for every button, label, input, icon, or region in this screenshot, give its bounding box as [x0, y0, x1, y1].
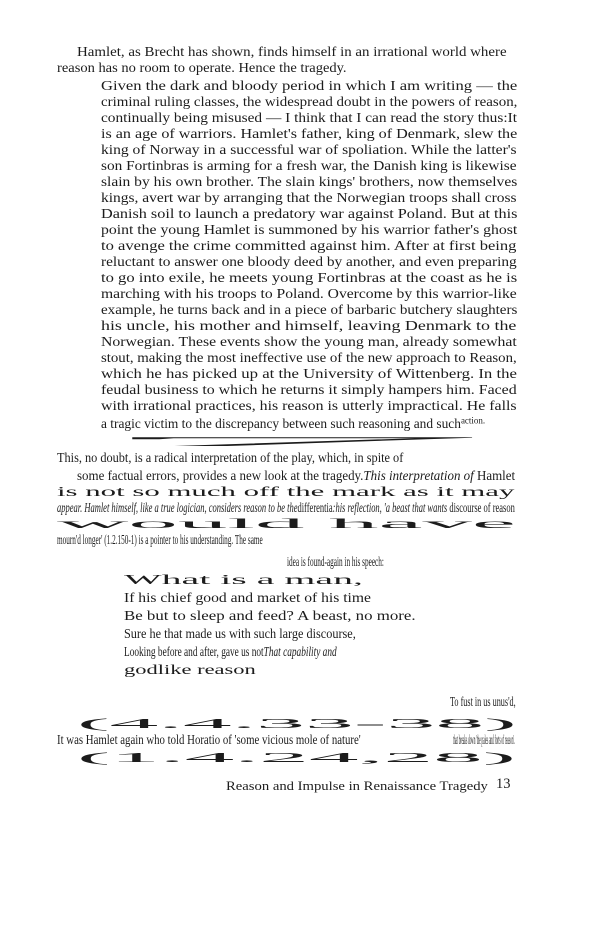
quote-line: marching with his troops to Poland. Overcome by this warrior-like: [101, 286, 517, 301]
quote-line: which he has picked up at the University of Wittenberg. In the: [101, 366, 517, 381]
quote-line: reluctant to answer one bloody deed by another, and even preparing: [101, 254, 517, 269]
quote-line: Given the dark and bloody period in which I am writing — the: [101, 78, 518, 93]
quote-line: to go into exile, he meets young Fortinbras at the coast as he is: [101, 270, 518, 285]
verse-line: Looking before and after, gave us notThat capability and: [124, 644, 337, 659]
quote-line: his uncle, his mother and himself, leaving Denmark to the: [101, 318, 517, 333]
body-line: This, no doubt, is a radical interpretation of the play, which, in spite of: [57, 450, 404, 465]
verse-citation: To fust in us unus'd,: [450, 694, 516, 709]
quote-line: criminal ruling classes, the widespread doubt in the powers of reason,: [101, 94, 518, 109]
quote-line: with irrational practices, his reason is utterly impractical. He falls: [101, 398, 517, 413]
body-line: is not so much off the mark as it may: [57, 484, 515, 499]
quote-line: slain by his own brother. The slain kings' brothers, now themselves: [101, 174, 518, 189]
body-line: appear. Hamlet himself, like a true logician, considers reason to be thedifferentia:his reflection, 'a beast that wants discourse of reason: [57, 500, 515, 515]
body-line: some factual errors, provides a new look at the tragedy.This interpretation of Hamlet: [77, 468, 516, 483]
body-line: reason has no room to operate. Hence the tragedy.: [57, 60, 347, 75]
quote-line: kings, avert war by arranging that the Norwegian troops shall cross: [101, 190, 517, 205]
italic-quote: :his reflection, 'a beast that wants: [332, 500, 450, 515]
verse-line: What is a man,: [124, 572, 363, 587]
quote-line: Danish soil to launch a predatory war against Poland. But at this: [101, 206, 518, 221]
italic-quote: That capability and: [263, 644, 337, 659]
body-citation: that breaks down 'the pales and forts of reason'.: [453, 732, 515, 747]
page-number: 13: [496, 776, 511, 792]
quote-line: son Fortinbras is arming for a fresh war, the Danish king is likewise: [101, 158, 517, 173]
quote-line: stout, making the most ineffective use of the new approach to Reason,: [101, 350, 517, 365]
body-line: (1.4.24,28): [77, 750, 517, 765]
quote-line: feudal business to which he returns it simply hampers him. Faced: [101, 382, 517, 397]
body-line: Hamlet, as Brecht has shown, finds himself in an irrational world where: [77, 44, 507, 59]
italic-title: This interpretation of: [363, 468, 477, 483]
quote-line: to avenge the crime committed against him. After at first being: [101, 238, 517, 253]
verse-line: Be but to sleep and feed? A beast, no more.: [124, 608, 416, 623]
verse-line: godlike reason: [124, 662, 256, 677]
body-line: 7: [77, 434, 497, 449]
quote-line: Norwegian. These events show the young man, already somewhat: [101, 334, 517, 349]
running-footer-title: Reason and Impulse in Renaissance Tragedy: [226, 779, 488, 793]
footnote-reference: action.: [460, 415, 486, 426]
body-line: It was Hamlet again who told Horatio of 'some vicious mole of nature': [57, 732, 361, 747]
verse-line: Sure he that made us with such large discourse,: [124, 626, 356, 641]
quote-line: continually being misused — I think that I can read the story thus:It: [101, 110, 517, 125]
verse-line: idea is found-again in his speech:: [287, 554, 384, 569]
quote-line: example, he turns back and in a piece of barbaric butchery slaughters: [101, 302, 518, 317]
body-line: (4.4.33-38): [77, 716, 517, 731]
body-line: would have: [57, 516, 516, 531]
quote-line: is an age of warriors. Hamlet's father, king of Denmark, slew the: [101, 126, 518, 141]
body-line: mourn'd longer' (1.2.150-1) is a pointer to his understanding. The same: [57, 532, 263, 547]
quote-line: king of Norway in a successful war of spoliation. While the latter's: [101, 142, 517, 157]
verse-line: If his chief good and market of his time: [124, 590, 371, 605]
quote-line: point the young Hamlet is summoned by his warrior father's ghost: [101, 222, 518, 237]
italic-term: appear. Hamlet himself, like a true logician, considers reason to be the: [57, 500, 298, 515]
quote-line: a tragic victim to the discrepancy between such reasoning and such$^{action.}$: [101, 415, 486, 431]
